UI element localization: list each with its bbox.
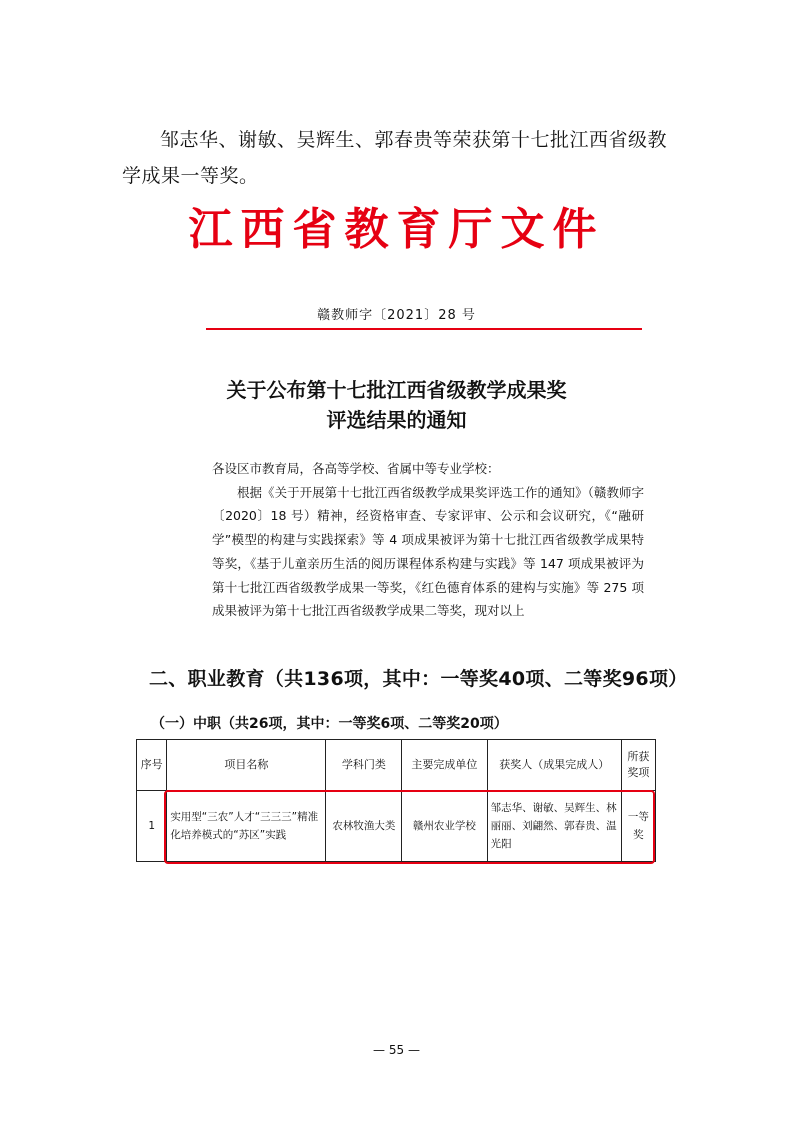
header-unit: 主要完成单位 bbox=[402, 740, 487, 791]
table-header-row bbox=[137, 740, 656, 791]
header-winners: 获奖人（成果完成人） bbox=[487, 740, 621, 791]
page-number: — 55 — bbox=[373, 1043, 420, 1057]
notice-headline bbox=[0, 375, 793, 435]
cell-no: 1 bbox=[137, 791, 167, 862]
cell-level: 一等奖 bbox=[621, 791, 655, 862]
headline-line-1: 关于公布第十七批江西省级教学成果奖 bbox=[226, 378, 567, 402]
table-row bbox=[137, 791, 656, 862]
intro-caption: 邹志华、谢敏、吴辉生、郭春贵等荣获第十七批江西省级教学成果一等奖。 bbox=[122, 129, 668, 187]
greeting: 各设区市教育局，各高等学校、省属中等专业学校： bbox=[212, 461, 500, 476]
body-paragraph: 根据《关于开展第十七批江西省级教学成果奖评选工作的通知》（赣教师字〔2020〕18 号）精神，经资格审查、专家评审、公示和会议研究，《“融研学”模型的构建与实践探索》等 4 项成果被评为第十七批江西省级教学成果特等奖，《基于儿童亲历生活的阅历课程体系构建与实践》等 147 项成果被评为第十七批江西省级教学成果一等奖，《红色德育体系的建构与实施》等 275 项成果被评为第十七批江西省级教学成果二等奖，现对以上 bbox=[212, 484, 644, 619]
section-heading: 二、职业教育（共136项，其中：一等奖40项、二等奖96项） bbox=[149, 668, 688, 690]
cell-unit: 赣州农业学校 bbox=[402, 791, 487, 862]
header-name: 项目名称 bbox=[167, 740, 326, 791]
sub-heading: （一）中职（共26项，其中：一等奖6项、二等奖20项） bbox=[151, 716, 508, 732]
cell-name: 实用型“三农”人才“三三三”精准化培养模式的“苏区”实践 bbox=[167, 791, 326, 862]
document-number: 赣教师字〔2021〕28 号 bbox=[317, 308, 476, 323]
header-level: 所获奖项 bbox=[621, 740, 655, 791]
header-category: 学科门类 bbox=[326, 740, 402, 791]
cell-winners: 邹志华、谢敏、吴辉生、林丽丽、刘翩然、郭春贵、温光阳 bbox=[487, 791, 621, 862]
header-no: 序号 bbox=[137, 740, 167, 791]
red-divider bbox=[206, 328, 642, 330]
headline-line-2: 评选结果的通知 bbox=[326, 408, 467, 432]
cell-category: 农林牧渔大类 bbox=[326, 791, 402, 862]
issuer-title: 江西省教育厅文件 bbox=[188, 204, 605, 255]
awards-table bbox=[136, 739, 656, 862]
notice-body bbox=[212, 457, 644, 623]
